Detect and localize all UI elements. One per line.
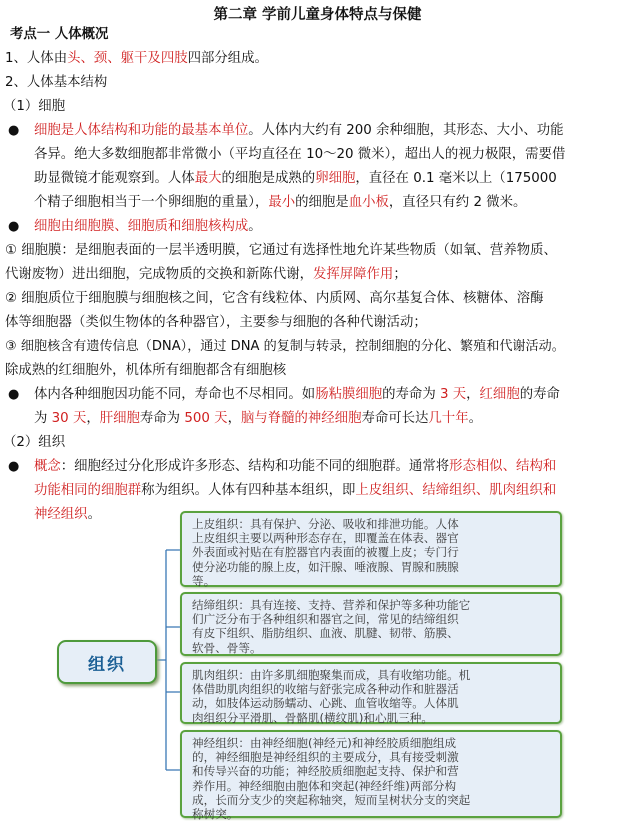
- membrane-line-2: 代谢废物）进出细胞，完成物质的交换和新陈代谢，发挥屏障作用；: [5, 267, 407, 282]
- cytoplasm-line-1: ② 细胞质位于细胞膜与细胞核之间，它含有线粒体、内质网、高尔基复合体、核糖体、溶酶: [5, 291, 544, 306]
- connective-tissue-box: 结缔组织：具有连接、支持、营养和保护等多种功能它 们广泛分布于各种组织和器官之间，常见的结缔组织 有皮下组织、脂肪组织、血液、肌腱、韧带、筋膜、 软骨、骨等。: [180, 592, 562, 656]
- item-1-suffix: 四部分组成。: [187, 51, 268, 66]
- cytoplasm-line-2: 体等细胞器（类似生物体的各种器官），主要参与细胞的各种代谢活动；: [5, 315, 427, 330]
- cell-bullet-1-line-3: 助显微镜才能观察到。人体最大的细胞是成熟的卵细胞，直径在 0.1 毫米以上（175000: [34, 171, 557, 186]
- item-2: 2、人体基本结构: [5, 75, 108, 90]
- bullet-icon: ●: [8, 459, 20, 474]
- lifespan-line-1: 体内各种细胞因功能不同，寿命也不尽相同。如肠粘膜细胞的寿命为 3 天，红细胞的寿命: [34, 387, 560, 402]
- membrane-line-1: ① 细胞膜：是细胞表面的一层半透明膜，它通过有选择性地允许某些物质（如氧、营养物质、: [5, 243, 557, 258]
- section-heading: 考点一 人体概况: [10, 27, 109, 42]
- cell-bullet-1-line-4: 个精子细胞相当于一个卵细胞的重量），最小的细胞是血小板，直径只有约 2 微米。: [34, 195, 527, 210]
- cell-bullet-2: 细胞由细胞膜、细胞质和细胞核构成。: [34, 219, 262, 234]
- subheading-tissue: （2）组织: [3, 435, 66, 450]
- chapter-title: 第二章 学前儿童身体特点与保健: [213, 7, 422, 23]
- tissue-center-node: 组织: [57, 640, 157, 684]
- epithelial-tissue-box: 上皮组织：具有保护、分泌、吸收和排泄功能。人体 上皮组织主要以两种形态存在，即覆盖在体表、器官 外表面或衬贴在有腔器官内表面的被覆上皮；专门行 使分泌功能的腺上皮，如汗腺、唾液腺、胃腺和胰腺 等。: [180, 511, 562, 587]
- cell-definition: 细胞是人体结构和功能的最基本单位: [34, 123, 249, 138]
- tissue-line-3: 神经组织。: [34, 507, 101, 522]
- cell-bullet-1-line-1: 细胞是人体结构和功能的最基本单位。人体内大约有 200 余种细胞，其形态、大小、功能: [34, 123, 564, 138]
- bullet-icon: ●: [8, 123, 20, 138]
- muscle-tissue-box: 肌肉组织：由许多肌细胞聚集而成，具有收缩功能。机 体借助肌肉组织的收缩与舒张完成各种动作和脏器活 动，如肢体运动肠蠕动、心跳、血管收缩等。人体肌 肉组织分平滑肌、骨骼肌(横纹肌)和心肌三种。: [180, 662, 562, 724]
- bullet-icon: ●: [8, 387, 20, 402]
- item-1-parts: 头、颈、躯干及四肢: [67, 51, 188, 66]
- subheading-cell: （1）细胞: [3, 99, 66, 114]
- item-1-prefix: 1、人体由: [5, 51, 68, 66]
- lifespan-line-2: 为 30 天，肝细胞寿命为 500 天，脑与脊髓的神经细胞寿命可长达几十年。: [34, 411, 482, 426]
- nerve-tissue-box: 神经组织：由神经细胞(神经元)和神经胶质细胞组成 的，神经细胞是神经组织的主要成分，具有接受刺激 和传导兴奋的功能；神经胶质细胞起支持、保护和营 养作用。神经细胞由胞体和突起(神经纤维)两部分构 成，长而分支少的突起称轴突，短而呈树状分支的突起 称树突。: [180, 730, 562, 818]
- tissue-line-2: 功能相同的细胞群称为组织。人体有四种基本组织，即上皮组织、结缔组织、肌肉组织和: [34, 483, 557, 498]
- bullet-icon: ●: [8, 219, 20, 234]
- tissue-line-1: 概念：细胞经过分化形成许多形态、结构和功能不同的细胞群。通常将形态相似、结构和: [34, 459, 557, 474]
- cell-bullet-1-line-2: 各异。绝大多数细胞都非常微小（平均直径在 10～20 微米），超出人的视力极限，需要借: [34, 147, 566, 162]
- nucleus-line-2: 除成熟的红细胞外，机体所有细胞都含有细胞核: [5, 363, 287, 378]
- nucleus-line-1: ③ 细胞核含有遗传信息（DNA），通过 DNA 的复制与转录，控制细胞的分化、繁殖和代谢活动。: [5, 339, 565, 354]
